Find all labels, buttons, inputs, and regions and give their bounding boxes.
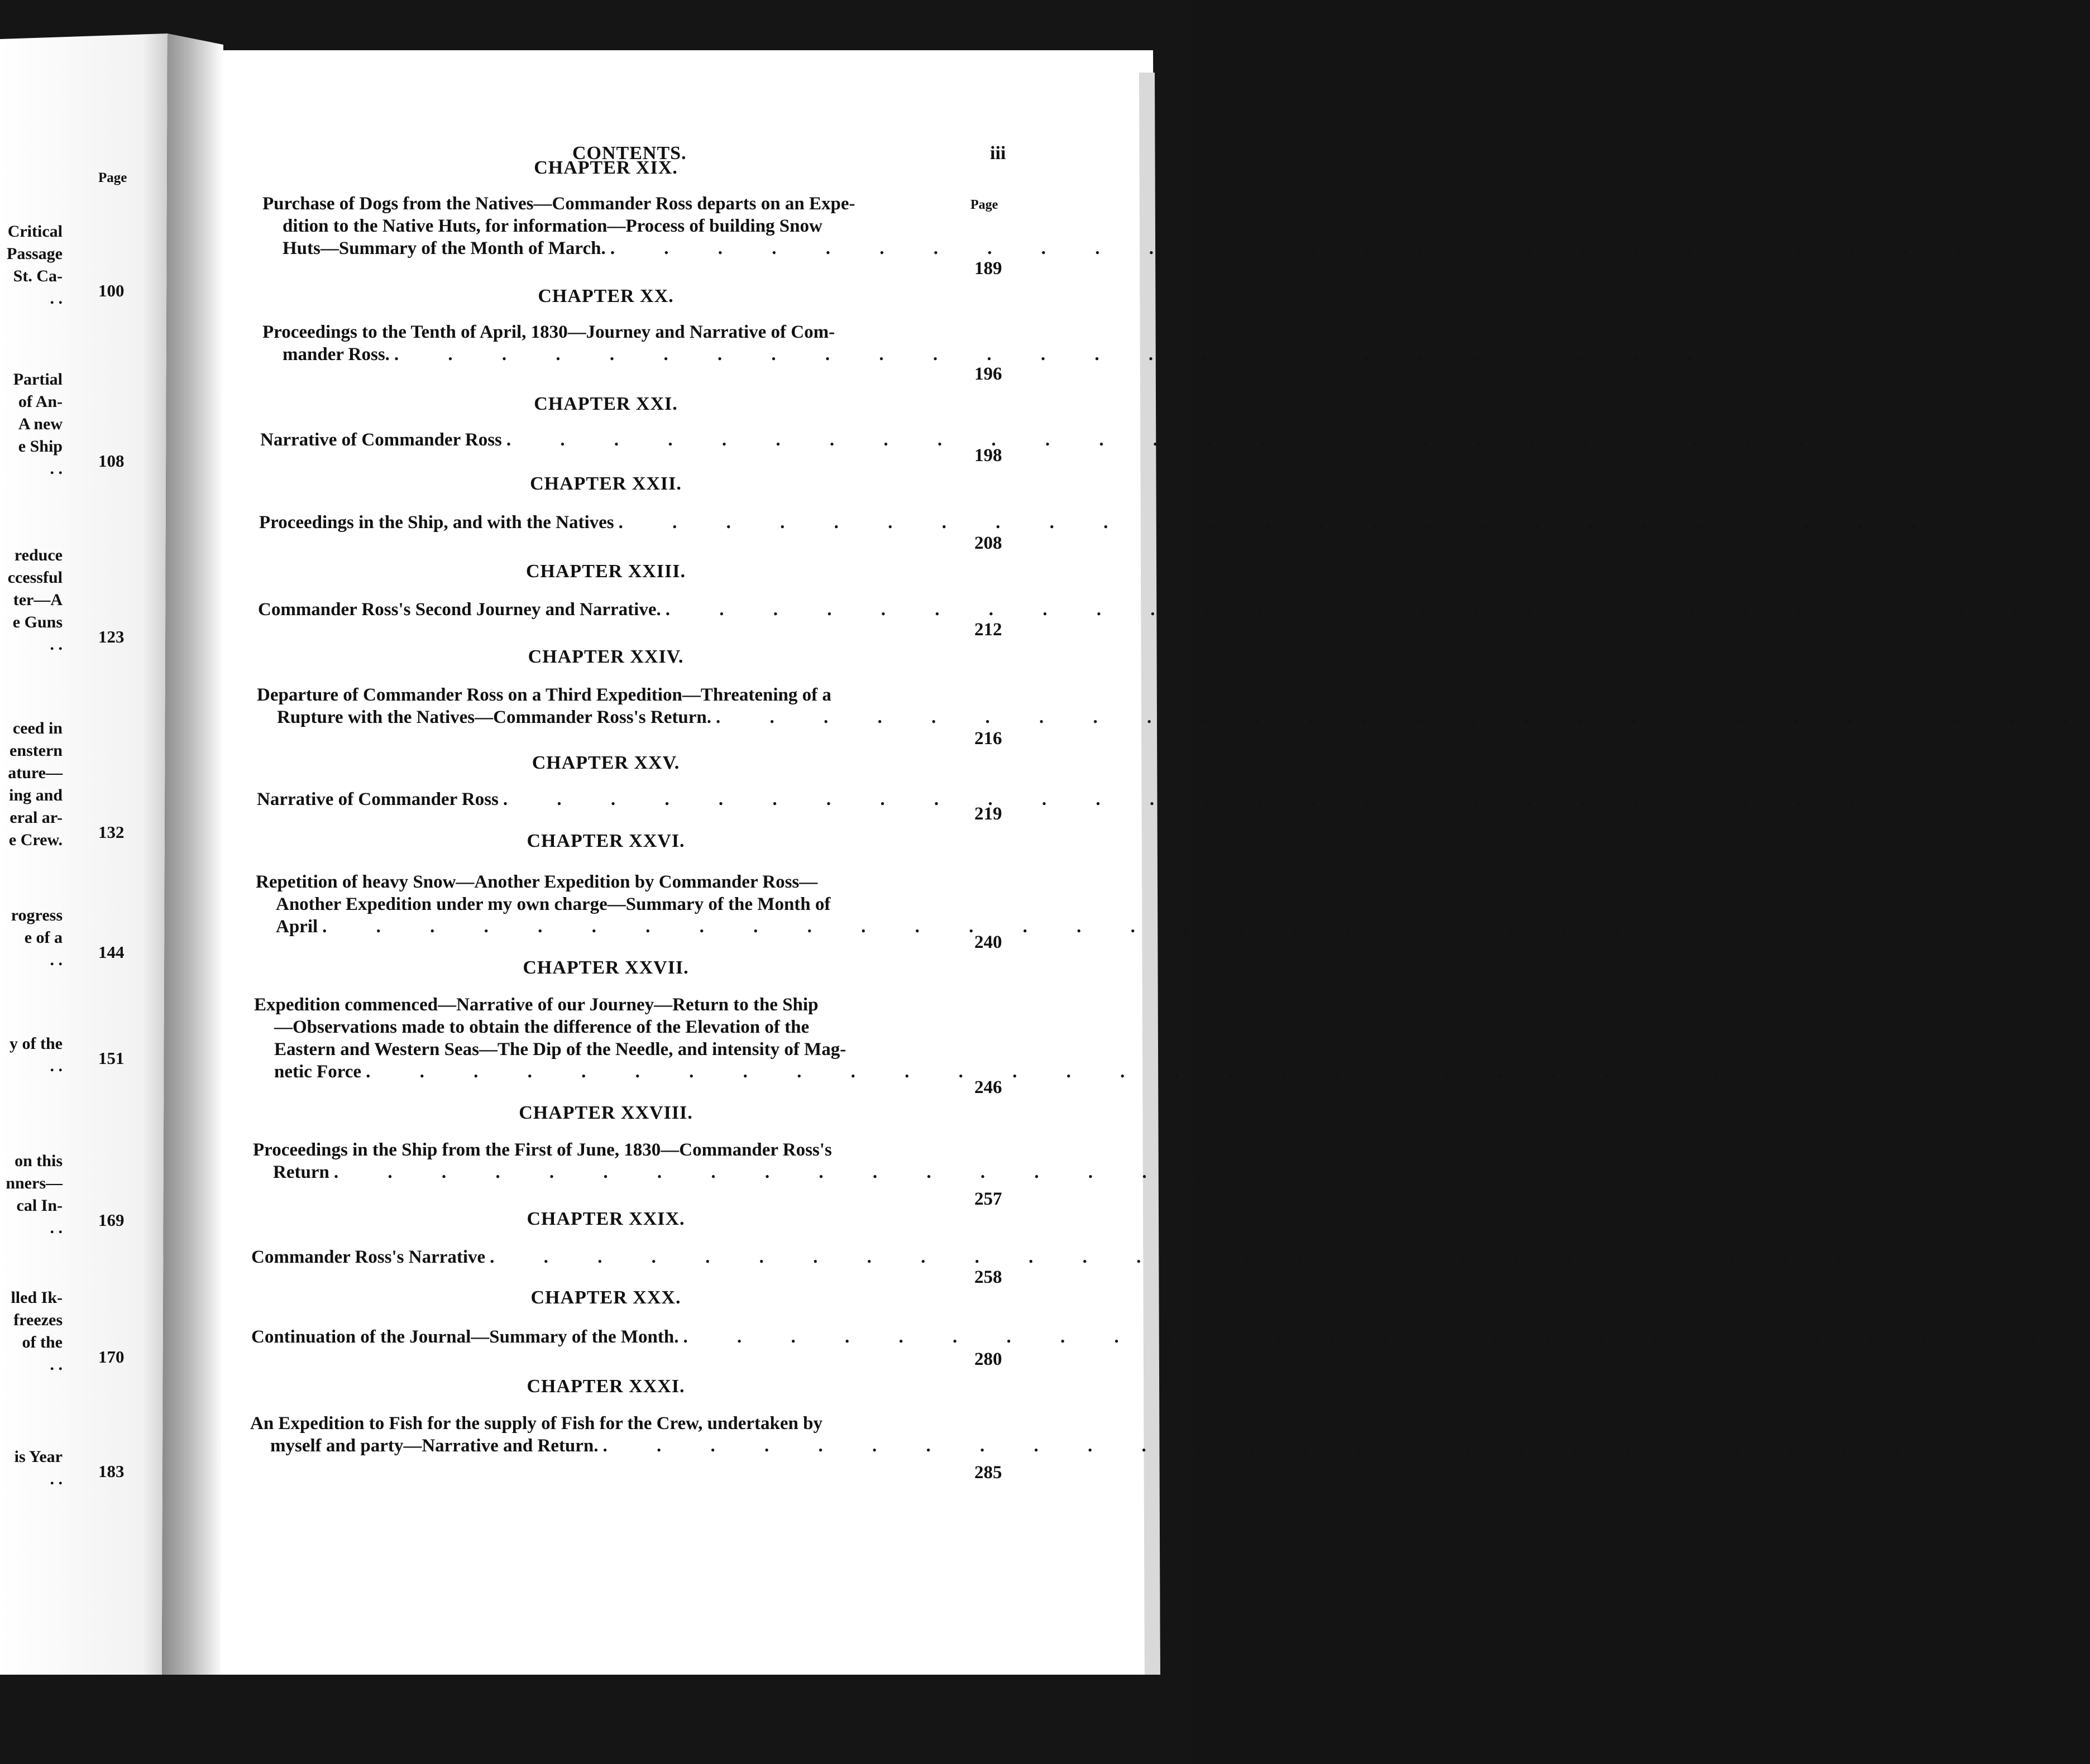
- chapter-heading: CHAPTER XXVIII.: [519, 1102, 693, 1123]
- chapter-page-number: 258: [974, 1267, 1002, 1287]
- chapter-summary: [257, 788, 1877, 811]
- left-entry-line: Passage: [7, 245, 63, 263]
- left-entry-line: cal In-: [16, 1196, 63, 1215]
- chapter-summary-text: Commander Ross's Second Journey and Narrative.: [258, 600, 661, 620]
- chapter-summary-line: Purchase of Dogs from the Natives—Commander Ross departs on an Expe-: [262, 194, 855, 214]
- left-entry-page-number: 144: [98, 942, 125, 962]
- chapter-summary-text: myself and party—Narrative and Return.: [270, 1436, 599, 1456]
- left-entry-line: freezes: [13, 1311, 63, 1329]
- chapter-summary: [260, 429, 1881, 451]
- chapter-heading: CHAPTER XXII.: [530, 473, 682, 494]
- chapter-summary-line: [251, 1326, 2058, 1348]
- chapter-page-number: 219: [974, 804, 1002, 824]
- left-entry-line: eral ar-: [9, 808, 63, 827]
- left-entry-line: e Crew.: [8, 831, 63, 849]
- chapter-summary-line: Eastern and Western Seas—The Dip of the Needle, and intensity of Mag-: [274, 1039, 846, 1060]
- chapter-summary-line: [254, 1061, 1740, 1083]
- chapter-summary-text: mander Ross.: [283, 344, 390, 365]
- chapter-summary: [254, 994, 1740, 1083]
- chapter-page-number: 212: [974, 620, 1002, 640]
- left-entry-page-number: 170: [98, 1347, 125, 1367]
- chapter-summary-line: [262, 237, 1984, 260]
- chapter-summary-line: [258, 598, 2040, 621]
- page-column-label: Page: [970, 198, 998, 212]
- chapter-heading: CHAPTER XXIX.: [527, 1209, 685, 1229]
- chapter-page-number: 198: [974, 445, 1002, 466]
- chapter-summary-line: [257, 706, 2090, 728]
- left-page-fragment: [0, 33, 168, 1669]
- dot-leader: . . . . . . . . . . . . . . . . . . . . . . . . . .: [333, 1162, 1708, 1182]
- chapter-summary-line: [250, 1435, 1977, 1457]
- left-entry-page-number: 132: [98, 822, 125, 842]
- left-entry-line: . .: [50, 635, 63, 654]
- left-entry-line: Critical: [7, 222, 63, 241]
- chapter-heading: CHAPTER XXX.: [530, 1287, 681, 1308]
- chapter-summary-text: Rupture with the Natives—Commander Ross's Return.: [277, 707, 711, 727]
- dot-leader: . . . . . . . . . . . . . . . . . . . . . . . . . .: [506, 430, 1881, 450]
- chapter-summary: [250, 1412, 1977, 1457]
- chapter-page-number: 216: [974, 728, 1002, 749]
- left-entry-line: enstern: [9, 741, 63, 760]
- left-entry-line: on this: [15, 1152, 63, 1170]
- left-entry-page-number: 123: [98, 627, 125, 646]
- left-entry-line: ccessful: [7, 568, 63, 587]
- left-entry-line: e Guns: [12, 613, 63, 631]
- chapter-heading: CHAPTER XXIV.: [528, 646, 684, 667]
- left-entry-line: . .: [50, 1219, 63, 1237]
- left-entry-line: ature—: [8, 764, 63, 782]
- left-entry-line: . .: [50, 1057, 63, 1075]
- left-entry-line: . .: [50, 1355, 63, 1374]
- chapter-summary-text: netic Force: [274, 1062, 362, 1082]
- chapter-summary: [251, 1246, 1864, 1268]
- chapter-summary-line: [253, 1161, 1708, 1183]
- dot-leader: . . . . . . . . . . . . . . . . . . . . . . . . . .: [503, 789, 1877, 809]
- chapter-heading: CHAPTER XIX.: [534, 157, 678, 178]
- chapter-summary: [258, 598, 2040, 621]
- left-entry-line: . .: [50, 289, 63, 308]
- contents-page: [195, 47, 2090, 1694]
- left-entry-line: St. Ca-: [13, 267, 63, 285]
- left-entry-line: Partial: [13, 370, 63, 389]
- dot-leader: . . . . . . . . . . . . . . . . . . . . . . . . . .: [322, 917, 1696, 937]
- left-entry-line: ing and: [9, 786, 63, 804]
- chapter-summary: [253, 1139, 1708, 1183]
- left-entry-line: e Ship: [18, 437, 63, 456]
- chapter-summary-line: [256, 915, 1696, 938]
- chapter-heading: CHAPTER XXXI.: [527, 1376, 685, 1397]
- chapter-summary-text: Narrative of Commander Ross: [260, 430, 502, 450]
- left-entry-line: is Year: [14, 1447, 63, 1466]
- chapter-page-number: 285: [974, 1463, 1002, 1483]
- dot-leader: . . . . . . . . . . . . . . . . . . . . . . . . . .: [610, 238, 1984, 258]
- chapter-page-number: 257: [974, 1189, 1002, 1209]
- left-entry-line: e of a: [24, 928, 63, 947]
- chapter-summary-text: Proceedings in the Ship, and with the Natives: [259, 512, 614, 533]
- left-entry-line: A new: [18, 415, 63, 433]
- chapter-summary-line: [262, 343, 1768, 366]
- chapter-summary: [251, 1326, 2058, 1348]
- left-entry-page-number: 100: [98, 281, 125, 300]
- chapter-summary-line: Proceedings in the Ship from the First of June, 1830—Commander Ross's: [253, 1140, 832, 1160]
- left-entry-line: . .: [50, 459, 63, 478]
- left-entry-page-number: 151: [98, 1048, 125, 1068]
- dot-leader: . . . . . . . . . . . . . . . . . . . . . . . . . .: [683, 1327, 2058, 1347]
- chapter-summary-line: [259, 511, 1993, 534]
- left-entry-page-number: 169: [98, 1210, 125, 1230]
- chapter-summary-text: Narrative of Commander Ross: [257, 789, 499, 809]
- chapter-heading: CHAPTER XXVI.: [527, 831, 685, 851]
- left-entry-line: of the: [22, 1333, 63, 1351]
- chapter-summary-text: Return: [273, 1162, 329, 1182]
- dot-leader: . . . . . . . . . . . . . . . . . . . . . . . . . .: [366, 1062, 1740, 1082]
- chapter-heading: CHAPTER XXIII.: [525, 561, 686, 582]
- chapter-summary-line: Expedition commenced—Narrative of our Journey—Return to the Ship: [254, 995, 819, 1015]
- chapter-summary-line: An Expedition to Fish for the supply of Fish for the Crew, undertaken by: [250, 1413, 822, 1434]
- chapter-page-number: 189: [974, 258, 1002, 279]
- chapter-page-number: 240: [974, 932, 1002, 952]
- left-entry-page-number: 183: [98, 1461, 125, 1481]
- left-entry-line: ter—A: [13, 591, 63, 609]
- chapter-summary-text: April: [276, 917, 318, 937]
- chapter-summary-text: Continuation of the Journal—Summary of the Month.: [251, 1327, 679, 1347]
- left-entry-line: . .: [50, 1470, 63, 1488]
- dot-leader: . . . . . . . . . . . . . . . . . . . . . . . . . .: [715, 707, 2090, 727]
- chapter-summary-line: —Observations made to obtain the difference of the Elevation of the: [274, 1017, 810, 1037]
- dot-leader: . . . . . . . . . . . . . . . . . . . . . . . . . .: [618, 512, 1993, 533]
- chapter-summary-line: [260, 429, 1881, 451]
- chapter-summary-text: Commander Ross's Narrative: [251, 1247, 486, 1267]
- left-entry-page-number: 108: [98, 451, 125, 471]
- left-entry-line: of An-: [18, 392, 63, 411]
- chapter-summary-line: [251, 1246, 1864, 1268]
- chapter-summary: [256, 871, 1696, 938]
- page-folio: iii: [990, 143, 1006, 164]
- chapter-summary-line: [257, 788, 1877, 811]
- chapter-heading: CHAPTER XXI.: [534, 394, 678, 414]
- left-entry-line: . .: [50, 951, 63, 969]
- left-entry-line: lled Ik-: [11, 1288, 63, 1307]
- left-page-column-header: Page: [98, 170, 127, 185]
- dot-leader: . . . . . . . . . . . . . . . . . . . . . . . . . .: [394, 344, 1768, 365]
- chapter-page-number: 208: [974, 533, 1002, 553]
- chapter-page-number: 280: [974, 1349, 1002, 1369]
- left-entry-line: ceed in: [12, 719, 63, 737]
- chapter-summary: [257, 684, 2090, 728]
- chapter-summary-text: Huts—Summary of the Month of March.: [283, 238, 606, 258]
- chapter-summary-line: Another Expedition under my own charge—Summary of the Month of: [276, 894, 831, 914]
- chapter-summary-line: dition to the Native Huts, for information—Process of building Snow: [283, 216, 822, 236]
- chapter-summary-line: Proceedings to the Tenth of April, 1830—Journey and Narrative of Com-: [262, 322, 835, 342]
- left-entry-line: reduce: [14, 546, 63, 564]
- left-entry-line: y of the: [9, 1034, 63, 1053]
- running-head: CONTENTS.: [572, 143, 687, 164]
- chapter-summary: [259, 511, 1993, 534]
- chapter-summary: [262, 321, 1768, 366]
- chapter-summary-line: Repetition of heavy Snow—Another Expedition by Commander Ross—: [256, 872, 818, 892]
- chapter-summary-line: Departure of Commander Ross on a Third Expedition—Threatening of a: [257, 685, 831, 705]
- dot-leader: . . . . . . . . . . . . . . . . . . . . . . . . . .: [665, 600, 2040, 620]
- dot-leader: . . . . . . . . . . . . . . . . . . . . . . . . . .: [602, 1436, 1977, 1456]
- chapter-heading: CHAPTER XXVII.: [523, 957, 689, 978]
- left-entry-line: rogress: [11, 906, 63, 924]
- chapter-page-number: 196: [974, 364, 1002, 384]
- chapter-heading: CHAPTER XX.: [538, 286, 674, 306]
- dot-leader: . . . . . . . . . . . . . . . . . . . . . . . . . .: [490, 1247, 1864, 1267]
- chapter-heading: CHAPTER XXV.: [532, 752, 680, 773]
- chapter-page-number: 246: [974, 1077, 1002, 1097]
- left-entry-line: nners—: [6, 1174, 63, 1192]
